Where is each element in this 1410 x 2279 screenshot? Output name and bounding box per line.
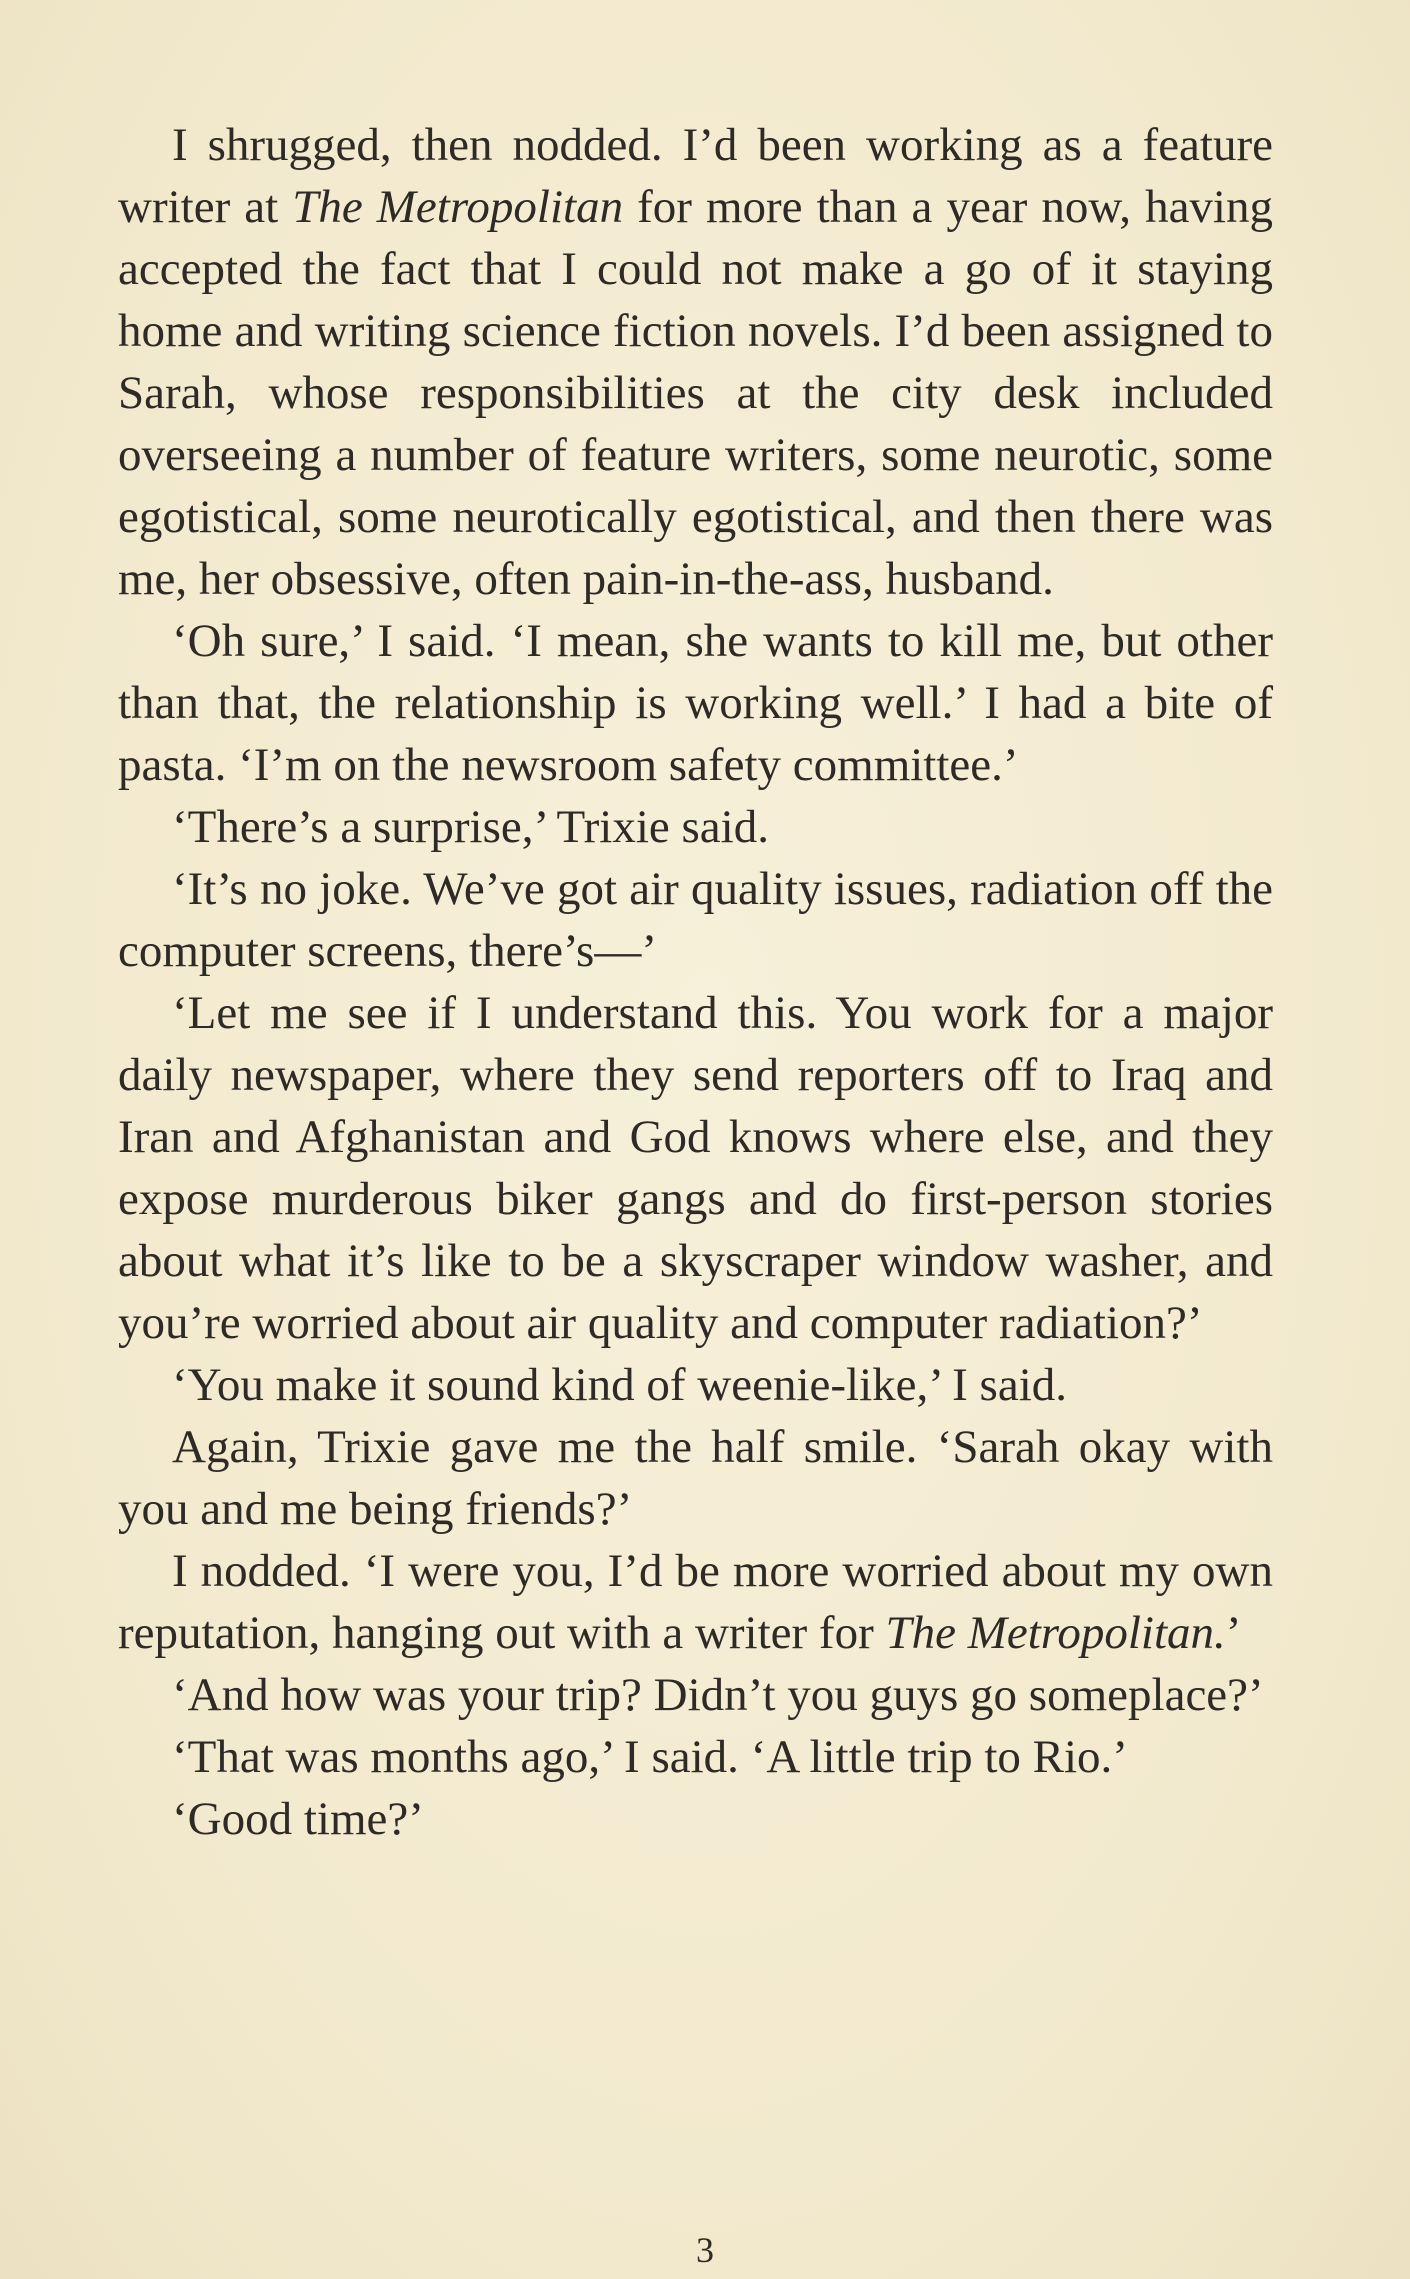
paragraph-4: ‘It’s no joke. We’ve got air quality issues, radiation off the computer screens, there’s—’ [118, 863, 1273, 977]
publication-title: The Metropolitan [292, 181, 624, 233]
publication-title: The Metropolitan. [885, 1607, 1226, 1659]
page-number: 3 [696, 2230, 714, 2270]
paragraph-8: I nodded. ‘I were you, I’d be more worried about my own reputation, hanging out with a writer for The Metropolitan.’ [118, 1545, 1273, 1659]
paragraph-7: Again, Trixie gave me the half smile. ‘Sarah okay with you and me being friends?’ [118, 1421, 1273, 1535]
paragraph-3: ‘There’s a surprise,’ Trixie said. [172, 801, 769, 853]
paragraph-9: ‘And how was your trip? Didn’t you guys go someplace?’ [172, 1669, 1264, 1721]
body-text [118, 114, 1273, 1850]
paragraph-5: ‘Let me see if I understand this. You work for a major daily newspaper, where they send reporters off to Iraq and Iran and Afghanistan and God knows where else, and they expose murderous biker gangs and do first-person stories about what it’s like to be a skyscraper window washer, and you’re worried about air quality and computer radiation?’ [118, 987, 1273, 1349]
paragraph-2: ‘Oh sure,’ I said. ‘I mean, she wants to kill me, but other than that, the relationship is working well.’ I had a bite of pasta. ‘I’m on the newsroom safety committee.’ [118, 615, 1273, 791]
paragraph-10: ‘That was months ago,’ I said. ‘A little trip to Rio.’ [172, 1731, 1128, 1783]
paragraph-1: I shrugged, then nodded. I’d been working as a feature writer at The Metropolitan for more than a year now, having accepted the fact that I could not make a go of it staying home and writing science fiction novels. I’d been assigned to Sarah, whose responsibilities at the city desk included overseeing a number of feature writers, some neurotic, some egotistical, some neurotically egotistical, and then there was me, her obsessive, often pain-in-the-ass, husband. [118, 119, 1273, 605]
paragraph-6: ‘You make it sound kind of weenie-like,’ I said. [172, 1359, 1068, 1411]
paragraph-11: ‘Good time?’ [172, 1793, 424, 1845]
